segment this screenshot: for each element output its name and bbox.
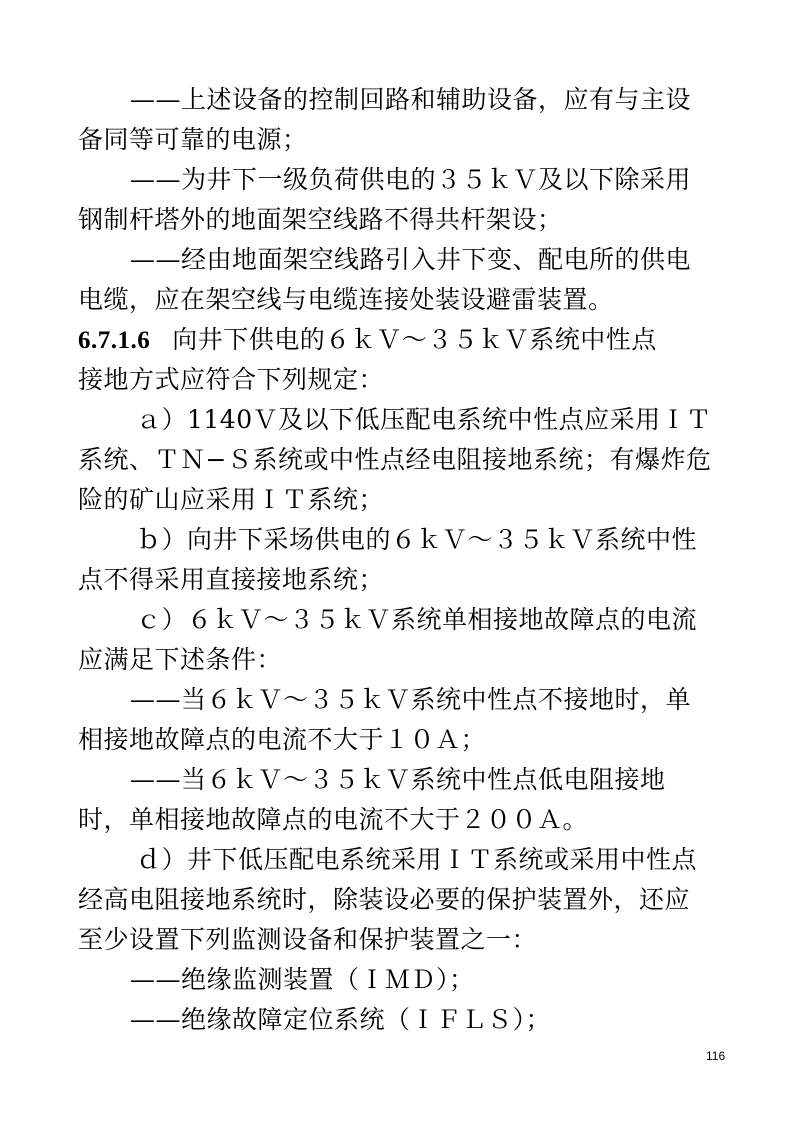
item-d-option-2: ——绝缘故障定位系统（ＩＦＬＳ）；	[130, 1005, 552, 1034]
item-c-line-2: 应满足下述条件：	[78, 645, 283, 674]
text-line-8: 接地方式应符合下列规定：	[78, 365, 385, 394]
item-c-condition-2-line-2: 时，单相接地故障点的电流不大于２００Ａ。	[78, 805, 589, 834]
item-d-line-3: 至少设置下列监测设备和保护装置之一：	[78, 925, 538, 954]
text-line-3: ——为井下一级负荷供电的３５ｋＶ及以下除采用	[130, 165, 692, 194]
section-heading-line	[78, 324, 728, 357]
item-a-line-1: ａ）1140Ｖ及以下低压配电系统中性点应采用ＩＴ	[136, 405, 712, 434]
text-line-2: 备同等可靠的电源；	[78, 125, 308, 154]
item-a-line-2: 系统、ＴＮ−Ｓ系统或中性点经电阻接地系统；有爆炸危	[78, 445, 712, 474]
page-number: 116	[706, 1049, 726, 1063]
item-c-condition-2-line-1: ——当６ｋＶ～３５ｋＶ系统中性点低电阻接地	[130, 765, 666, 794]
item-c-condition-1-line-1: ——当６ｋＶ～３５ｋＶ系统中性点不接地时，单	[130, 685, 692, 714]
section-number: 6.7.1.6	[78, 327, 151, 354]
text-line-1: ——上述设备的控制回路和辅助设备，应有与主设	[130, 85, 692, 114]
item-d-line-1: ｄ）井下低压配电系统采用ＩＴ系统或采用中性点	[136, 845, 698, 874]
text-line-6: 电缆，应在架空线与电缆连接处装设避雷装置。	[78, 285, 614, 314]
item-d-option-1: ——绝缘监测装置（ＩＭＤ）；	[130, 965, 475, 994]
item-b-line-2: 点不得采用直接接地系统；	[78, 565, 385, 594]
text-line-4: 钢制杆塔外的地面架空线路不得共杆架设；	[78, 205, 563, 234]
item-b-line-1: ｂ）向井下采场供电的６ｋＶ～３５ｋＶ系统中性	[136, 525, 698, 554]
item-d-line-2: 经高电阻接地系统时，除装设必要的保护装置外，还应	[78, 885, 691, 914]
text-line-5: ——经由地面架空线路引入井下变、配电所的供电	[130, 245, 692, 274]
section-heading-text: 向井下供电的６ｋＶ～３５ｋＶ系统中性点	[172, 325, 657, 354]
item-a-line-3: 险的矿山应采用ＩＴ系统；	[78, 485, 385, 514]
item-c-condition-1-line-2: 相接地故障点的电流不大于１０Ａ；	[78, 725, 487, 754]
item-c-line-1: ｃ）６ｋＶ～３５ｋＶ系统单相接地故障点的电流	[136, 605, 698, 634]
